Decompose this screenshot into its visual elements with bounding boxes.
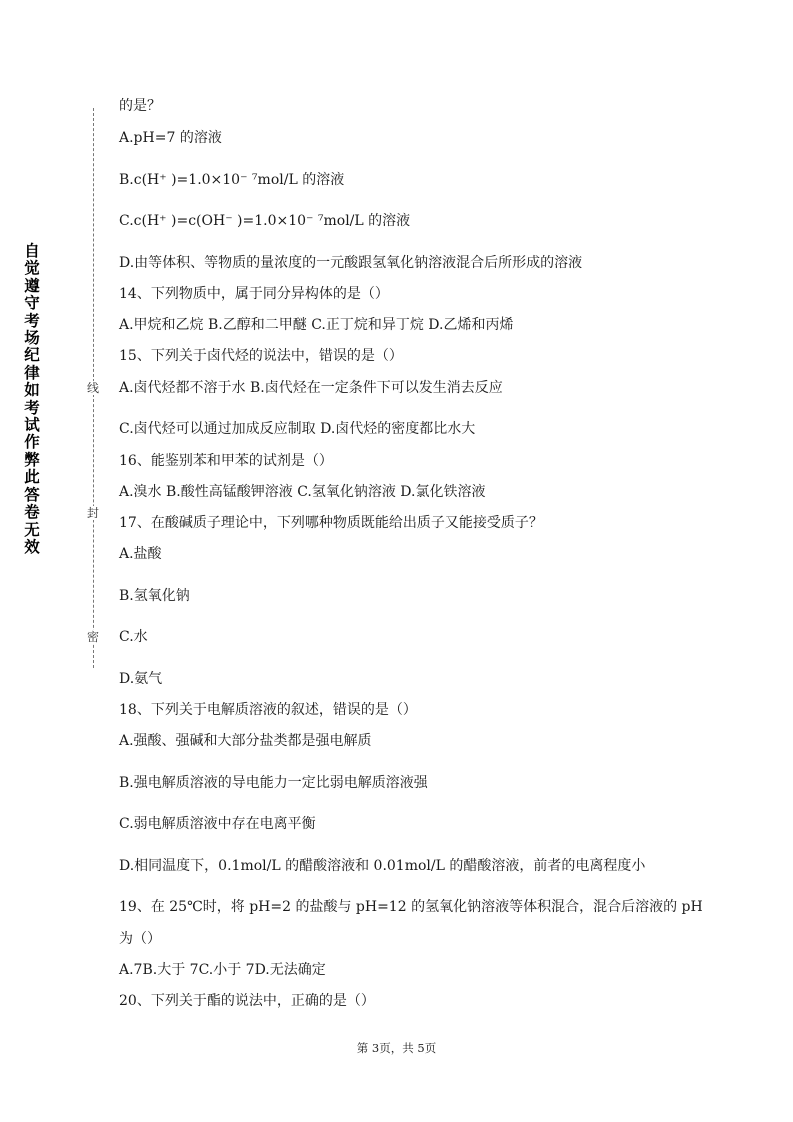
q13-option-d: D.由等体积、等物质的量浓度的一元酸跟氢氧化钠溶液混合后所形成的溶液 — [119, 255, 583, 271]
binding-mark-feng: 封 — [86, 506, 99, 520]
q18-option-c: C.弱电解质溶液中存在电离平衡 — [119, 816, 316, 832]
q15-options-ab: A.卤代烃都不溶于水 B.卤代烃在一定条件下可以发生消去反应 — [119, 380, 503, 396]
q19-options: A.7B.大于 7C.小于 7D.无法确定 — [119, 962, 326, 978]
q17-option-c: C.水 — [119, 629, 148, 645]
q17-stem: 17、在酸碱质子理论中，下列哪种物质既能给出质子又能接受质子？ — [119, 515, 543, 531]
page-number-footer: 第 3页，共 5页 — [356, 1041, 437, 1055]
q17-option-a: A.盐酸 — [119, 546, 162, 562]
q18-stem: 18、下列关于电解质溶液的叙述，错误的是（） — [119, 702, 417, 718]
q18-option-b: B.强电解质溶液的导电能力一定比弱电解质溶液强 — [119, 775, 428, 791]
exam-discipline-notice: 自觉遵守考场纪律如考试作弊此答卷无效 — [24, 242, 40, 556]
q18-option-d: D.相同温度下，0.1mol/L 的醋酸溶液和 0.01mol/L 的醋酸溶液，前者的电离程度小 — [119, 858, 646, 874]
q13-option-a: A.pH=7 的溶液 — [119, 130, 222, 146]
q19-stem-cont: 为（） — [119, 931, 161, 947]
q13-option-b: B.c(H⁺ )=1.0×10⁻ ⁷mol/L 的溶液 — [119, 172, 345, 188]
q15-stem: 15、下列关于卤代烃的说法中，错误的是（） — [119, 348, 403, 364]
q15-options-cd: C.卤代烃可以通过加成反应制取 D.卤代烃的密度都比水大 — [119, 421, 476, 437]
q13-option-c: C.c(H⁺ )=c(OH⁻ )=1.0×10⁻ ⁷mol/L 的溶液 — [119, 213, 411, 229]
q13-stem-end: 的是？ — [119, 98, 161, 114]
q18-option-a: A.强酸、强碱和大部分盐类都是强电解质 — [119, 733, 372, 749]
q14-stem: 14、下列物质中，属于同分异构体的是（） — [119, 286, 389, 302]
q19-stem: 19、在 25℃时，将 pH=2 的盐酸与 pH=12 的氢氧化钠溶液等体积混合，混合后溶液的 pH — [119, 899, 703, 915]
q20-stem: 20、下列关于酯的说法中，正确的是（） — [119, 993, 375, 1009]
q14-options: A.甲烷和乙烷 B.乙醇和二甲醚 C.正丁烷和异丁烷 D.乙烯和丙烯 — [119, 317, 514, 333]
q16-stem: 16、能鉴别苯和甲苯的试剂是（） — [119, 453, 333, 469]
q16-options: A.溴水 B.酸性高锰酸钾溶液 C.氢氧化钠溶液 D.氯化铁溶液 — [119, 484, 486, 500]
q17-option-b: B.氢氧化钠 — [119, 588, 190, 604]
binding-mark-xian: 线 — [86, 381, 99, 395]
binding-mark-mi: 密 — [86, 630, 99, 644]
q17-option-d: D.氨气 — [119, 671, 163, 687]
